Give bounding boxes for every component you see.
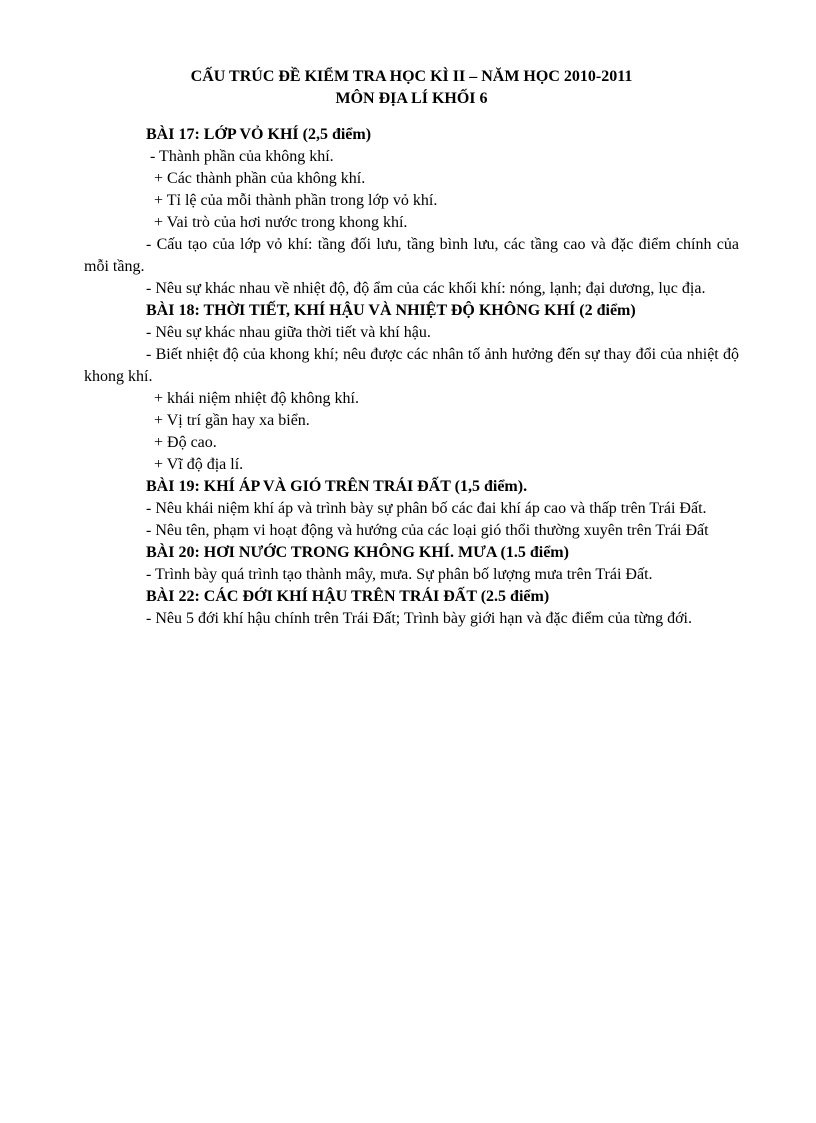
content-line: + Độ cao. [154,434,217,451]
content-line: - Biết nhiệt độ của khong khí; nêu được các nhân tố ảnh hưởng đến sự thay đổi của nhiệt độ khong khí. [84,346,739,385]
content-line: - Trình bày quá trình tạo thành mây, mưa. Sự phân bố lượng mưa trên Trái Đất. [146,566,653,583]
section-bai-18 [84,300,739,476]
content-line: - Nêu 5 đới khí hậu chính trên Trái Đất; Trình bày giới hạn và đặc điểm của từng đới. [146,610,692,627]
content-line: + Vĩ độ địa lí. [154,456,244,473]
content-line: + Vị trí gần hay xa biển. [154,412,310,429]
content-line: - Nêu tên, phạm vi hoạt động và hướng của các loại gió thổi thường xuyên trên Trái Đất [146,522,709,539]
section-bai-19 [84,476,739,542]
document-subtitle: MÔN ĐỊA LÍ KHỐI 6 [335,90,488,107]
content-line: - Thành phần của không khí. [150,148,334,165]
section-bai-20 [84,542,739,586]
section-heading: BÀI 18: THỜI TIẾT, KHÍ HẬU VÀ NHIỆT ĐỘ KHÔNG KHÍ (2 điểm) [146,302,636,319]
content-line: + Tỉ lệ của mỗi thành phần trong lớp vỏ khí. [154,192,438,209]
section-heading: BÀI 22: CÁC ĐỚI KHÍ HẬU TRÊN TRÁI ĐẤT (2.5 điểm) [146,588,550,605]
content-line: - Nêu khái niệm khí áp và trình bày sự phân bố các đai khí áp cao và thấp trên Trái Đất. [146,500,707,517]
document-page [84,66,739,630]
content-line: - Cấu tạo của lớp vỏ khí: tầng đối lưu, tầng bình lưu, các tầng cao và đặc điểm chính của mỗi tầng. [84,236,739,275]
content-line: - Nêu sự khác nhau giữa thời tiết và khí hậu. [146,324,431,341]
content-line: + Vai trò của hơi nước trong khong khí. [154,214,408,231]
content-line: - Nêu sự khác nhau về nhiệt độ, độ ẩm của các khối khí: nóng, lạnh; đại dương, lục địa. [146,280,706,297]
section-heading: BÀI 19: KHÍ ÁP VÀ GIÓ TRÊN TRÁI ĐẤT (1,5 điểm). [146,478,528,495]
document-title: CẤU TRÚC ĐỀ KIỂM TRA HỌC KÌ II – NĂM HỌC 2010-2011 [190,68,633,85]
section-bai-17 [84,124,739,300]
content-line: + Các thành phần của không khí. [154,170,366,187]
section-bai-22 [84,586,739,630]
section-heading: BÀI 20: HƠI NƯỚC TRONG KHÔNG KHÍ. MƯA (1.5 điểm) [146,544,569,561]
content-line: + khái niệm nhiệt độ không khí. [154,390,359,407]
section-heading: BÀI 17: LỚP VỎ KHÍ (2,5 điểm) [146,126,372,143]
